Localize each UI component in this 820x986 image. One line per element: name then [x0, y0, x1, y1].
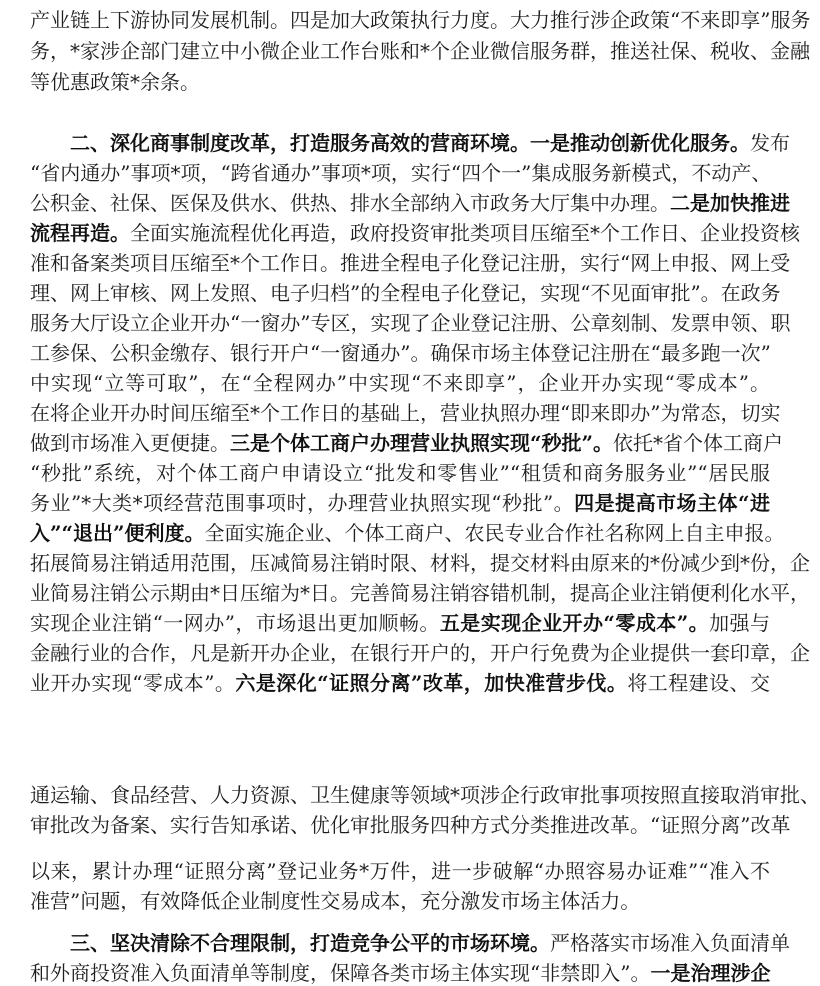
- body-text: 做到市场准入更便捷。: [30, 431, 230, 455]
- body-text: 准营”问题，有效降低企业制度性交易成本，充分激发市场主体活力。: [30, 889, 641, 913]
- bold-heading-text: 二是加快推进: [670, 191, 790, 215]
- text-line: [30, 340, 770, 366]
- text-line: [30, 160, 770, 186]
- bold-heading-text: 入”“退出”便利度。: [30, 521, 205, 545]
- bold-heading-text: 五是实现企业开办“零成本”。: [439, 611, 710, 635]
- body-text: 等优惠政策*余条。: [30, 70, 200, 94]
- body-text: 严格落实市场准入负面清单: [550, 931, 790, 955]
- text-line: [30, 38, 810, 64]
- body-text: 金融行业的合作，凡是新开办企业，在银行开户的，开户行免费为企业提供一套印章，企: [30, 641, 810, 665]
- text-line: [30, 812, 791, 838]
- text-line: [30, 430, 784, 456]
- text-line: [30, 370, 770, 396]
- text-line: [70, 930, 790, 956]
- text-line: [30, 280, 781, 306]
- bold-heading-text: 二、深化商事制度改革，打造服务高效的营商环境。一是推动创新优化服务。: [70, 131, 750, 155]
- body-text: 以来，累计办理“证照分离”登记业务*万件，进一步破解“办照容易办证难”“准入不: [30, 859, 770, 883]
- text-line: [30, 960, 770, 986]
- text-line: [70, 130, 790, 156]
- body-text: 实现企业注销“一网办”，市场退出更加顺畅。: [30, 611, 440, 635]
- body-text: 务，*家涉企部门建立中小微企业工作台账和*个企业微信服务群，推送社保、税收、金融: [30, 39, 810, 63]
- bold-heading-text: 六是深化“证照分离”改革，加快准营步伐。: [235, 671, 628, 695]
- bold-heading-text: 三是个体工商户办理营业执照实现“秒批”。: [230, 431, 614, 455]
- body-text: 和外商投资准入负面清单等制度，保障各类市场主体实现“非禁即入”。: [30, 961, 651, 985]
- text-line: [30, 782, 820, 808]
- body-text: 服务大厅设立企业开办“一窗办”专区，实现了企业登记注册、公章刻制、发票申领、职: [30, 311, 791, 335]
- body-text: 公积金、社保、医保及供水、供热、排水全部纳入市政务大厅集中办理。: [30, 191, 670, 215]
- body-text: 务业”*大类*项经营范围事项时，办理营业执照实现“秒批”。: [30, 491, 575, 515]
- body-text: 发布: [750, 131, 790, 155]
- bold-heading-text: 四是提高市场主体“进: [574, 491, 770, 515]
- text-line: [30, 310, 791, 336]
- body-text: 拓展简易注销适用范围，压减简易注销时限、材料，提交材料由原来的*份减少到*份，企: [30, 551, 810, 575]
- body-text: 中实现“立等可取”，在“全程网办”中实现“不来即享”，企业开办实现“零成本”。: [30, 371, 770, 395]
- body-text: 准和备案类项目压缩至*个工作日。推进全程电子化登记注册，实行“网上申报、网上受: [30, 251, 791, 275]
- text-line: [30, 190, 790, 216]
- body-text: 全面实施流程优化再造，政府投资审批类项目压缩至*个工作日、企业投资核: [130, 221, 800, 245]
- text-line: [30, 460, 770, 486]
- text-line: [30, 250, 791, 276]
- text-line: [30, 610, 770, 636]
- body-text: 业开办实现“零成本”。: [30, 671, 236, 695]
- body-text: 产业链上下游协同发展机制。四是加大政策执行力度。大力推行涉企政策“不来即享”服务: [30, 8, 811, 32]
- text-line: [30, 69, 770, 95]
- text-line: [30, 490, 770, 516]
- body-text: 加强与: [709, 611, 771, 635]
- text-line: [30, 0, 770, 2]
- text-line: [30, 888, 770, 914]
- body-text: 业简易注销公示期由*日压缩为*日。完善简易注销容错机制，提高企业注销便利化水平，: [30, 581, 810, 605]
- body-text: 理、网上审核、网上发照、电子归档”的全程电子化登记，实现“不见面审批”。在政务: [30, 281, 781, 305]
- text-line: [30, 220, 800, 246]
- bold-heading-text: 流程再造。: [30, 221, 130, 245]
- text-line: [30, 7, 811, 33]
- body-text: 通运输、食品经营、人力资源、卫生健康等领域*项涉企行政审批事项按照直接取消审批、: [30, 783, 820, 807]
- body-text: “秒批”系统，对个体工商户申请设立“批发和零售业”“租赁和商务服务业”“居民服: [30, 461, 770, 485]
- body-text: 全面实施企业、个体工商户、农民专业合作社名称网上自主申报。: [204, 521, 785, 545]
- text-line: [30, 550, 810, 576]
- text-line: [30, 640, 810, 666]
- text-line: [30, 670, 770, 696]
- body-text: 将工程建设、交: [627, 671, 771, 695]
- body-text: 审批改为备案、实行告知承诺、优化审批服务四种方式分类推进改革。“证照分离”改革: [30, 813, 791, 837]
- text-line: [30, 520, 785, 546]
- text-line: [30, 400, 781, 426]
- text-line: [30, 858, 770, 884]
- body-text: [30, 0, 787, 1]
- bold-heading-text: 三、坚决清除不合理限制，打造竞争公平的市场环境。: [70, 931, 550, 955]
- body-text: 工参保、公积金缴存、银行开户“一窗通办”。确保市场主体登记注册在“最多跑一次”: [30, 341, 771, 365]
- body-text: “省内通办”事项*项，“跨省通办”事项*项，实行“四个一”集成服务新模式，不动产、: [30, 161, 772, 185]
- text-line: [30, 580, 810, 606]
- body-text: 依托*省个体工商户: [613, 431, 784, 455]
- body-text: 在将企业开办时间压缩至*个工作日的基础上，营业执照办理“即来即办”为常态，切实: [30, 401, 781, 425]
- bold-heading-text: 一是治理涉企: [650, 961, 771, 985]
